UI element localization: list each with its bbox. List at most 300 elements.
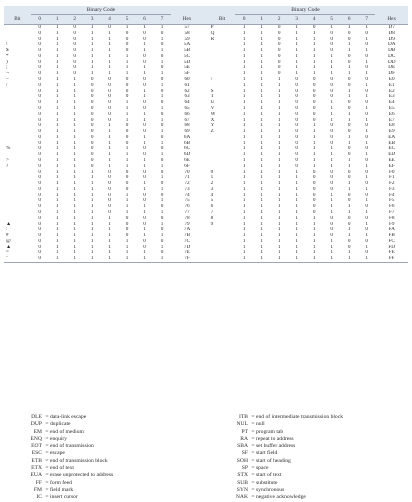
- bit-cell: 0: [277, 65, 281, 71]
- bit-cell: 1: [90, 204, 94, 210]
- legend-left-column: [10, 414, 220, 502]
- bit-cell: 0: [312, 181, 316, 187]
- char-cell: *: [6, 53, 9, 59]
- bit-cell: 0: [125, 129, 129, 135]
- hex-cell: 6E: [184, 157, 190, 163]
- bit-cell: 0: [125, 169, 129, 175]
- bit-cell: 0: [365, 215, 368, 221]
- bit-cell: 0: [108, 77, 111, 83]
- bit-cell: 0: [312, 186, 316, 192]
- bit-cell: 1: [55, 204, 59, 210]
- legend-item: [10, 465, 220, 472]
- bit-cell: 0: [73, 42, 76, 48]
- bit-cell: 1: [277, 169, 281, 175]
- bit-cell: 0: [330, 94, 333, 100]
- bit-cell: 1: [90, 24, 94, 30]
- bit-cell: 1: [90, 244, 94, 250]
- legend-abbreviation: ITB: [238, 414, 248, 420]
- hex-cell: 67: [184, 117, 190, 123]
- bit-cell: 1: [347, 71, 351, 77]
- bit-cell: 1: [143, 210, 146, 215]
- bit-cell: 1: [160, 140, 164, 146]
- bit-cell: 1: [242, 256, 246, 262]
- bit-cell: 0: [365, 134, 368, 140]
- bit-cell: 1: [73, 77, 76, 83]
- bit-cell: 0: [125, 36, 129, 42]
- bit-cell: 0: [365, 77, 368, 83]
- bit-cell: 0: [347, 82, 351, 88]
- bit-cell: 0: [365, 157, 368, 163]
- legend-description: field mark: [50, 486, 74, 493]
- hex-cell: FB: [388, 233, 395, 239]
- hex-cell: 58: [184, 30, 190, 36]
- bit-cell: 0: [365, 204, 368, 210]
- hex-cell: 60: [184, 77, 190, 83]
- bit-cell: 0: [347, 30, 351, 36]
- header-bits-row: [4, 15, 408, 25]
- bit-cell: 0: [90, 77, 94, 83]
- bit-cell: 1: [90, 192, 94, 198]
- bit-cell: 0: [125, 175, 129, 181]
- hex-cell: 66: [184, 111, 190, 117]
- bit-cell: 1: [90, 221, 94, 227]
- bit-cell: 0: [277, 36, 281, 42]
- bit-cell: 0: [347, 221, 351, 227]
- bit-cell: 1: [312, 256, 316, 262]
- bit-cell: 1: [108, 42, 111, 48]
- bit-cell: 1: [125, 244, 129, 250]
- bit-cell: 1: [143, 181, 146, 187]
- bit-cell: 1: [108, 238, 111, 244]
- hex-cell: 63: [184, 94, 190, 100]
- bit-cell: 1: [295, 204, 298, 210]
- bit-cell: 0: [143, 53, 146, 59]
- bit-cell: 1: [260, 256, 263, 262]
- hex-cell: E1: [388, 82, 395, 88]
- bit-cell: 0: [312, 111, 316, 117]
- legend-equals: =: [45, 414, 49, 420]
- bit-cell: 0: [38, 88, 41, 94]
- bit-cell: 1: [108, 65, 111, 71]
- bit-cell: 1: [260, 186, 263, 192]
- bit-cell: 1: [108, 221, 111, 227]
- bit-cell: 1: [347, 88, 351, 94]
- hex-cell: E7: [388, 117, 395, 123]
- bit-cell: 1: [143, 111, 146, 117]
- bit-cell: 1: [160, 48, 164, 54]
- bit-cell: 1: [330, 238, 333, 244]
- bit-cell: 0: [365, 238, 368, 244]
- bit-cell: 1: [330, 192, 333, 198]
- bit-cell: 0: [38, 77, 41, 83]
- header-blank: [4, 6, 31, 15]
- bit-cell: 0: [330, 48, 333, 54]
- bit-cell: 0: [38, 123, 41, 129]
- bit-cell: 0: [108, 111, 111, 117]
- bit-cell: 1: [242, 152, 246, 158]
- bit-cell: 1: [312, 221, 316, 227]
- bit-cell: 1: [125, 117, 129, 123]
- bit-cell: 1: [90, 36, 94, 42]
- bit-cell: 1: [277, 210, 281, 215]
- bit-cell: 1: [55, 140, 59, 146]
- bit-cell: 0: [295, 88, 298, 94]
- bit-cell: 0: [38, 221, 41, 227]
- bit-cell: 0: [38, 82, 41, 88]
- hex-cell: EA: [388, 134, 396, 140]
- header-bit-number-left: 0: [31, 15, 48, 25]
- bit-cell: 0: [143, 198, 146, 204]
- bit-cell: 1: [295, 59, 298, 65]
- bit-cell: 1: [260, 181, 263, 187]
- bit-cell: 1: [90, 198, 94, 204]
- legend-item: [216, 494, 406, 501]
- bit-cell: 1: [312, 123, 316, 129]
- bit-cell: 0: [38, 169, 41, 175]
- bit-cell: 1: [73, 157, 76, 163]
- bit-cell: 1: [277, 233, 281, 239]
- bit-cell: 0: [38, 59, 41, 65]
- bit-cell: 1: [55, 59, 59, 65]
- bit-cell: 1: [55, 175, 59, 181]
- bit-cell: 1: [277, 221, 281, 227]
- bit-cell: 1: [277, 94, 281, 100]
- bit-cell: 1: [330, 24, 333, 30]
- legend-right-column: [216, 414, 406, 502]
- bit-cell: 1: [242, 244, 246, 250]
- hex-cell: FF: [388, 256, 395, 262]
- bit-cell: 0: [277, 30, 281, 36]
- bit-cell: 0: [38, 192, 41, 198]
- bit-cell: 1: [108, 48, 111, 54]
- bit-cell: 1: [55, 94, 59, 100]
- bit-cell: 1: [90, 59, 94, 65]
- bit-cell: 0: [90, 111, 94, 117]
- hex-cell: 7A: [183, 227, 191, 233]
- legend-item: [10, 414, 220, 421]
- char-cell: Q: [210, 30, 215, 36]
- bit-cell: 1: [330, 71, 333, 77]
- bit-cell: 0: [90, 152, 94, 158]
- legend-item: [216, 450, 406, 457]
- bit-cell: 1: [277, 198, 281, 204]
- bit-cell: 1: [73, 94, 76, 100]
- bit-cell: 1: [365, 94, 368, 100]
- hex-cell: 61: [184, 82, 190, 88]
- bit-cell: 1: [347, 48, 351, 54]
- header-blank: [171, 6, 203, 15]
- legend-equals: =: [251, 465, 255, 472]
- bit-cell: 0: [295, 82, 298, 88]
- char-cell: #: [6, 233, 9, 239]
- legend-description: end of text: [50, 465, 74, 472]
- bit-cell: 1: [55, 186, 59, 192]
- bit-cell: 0: [108, 181, 111, 187]
- legend-abbreviation: STX: [237, 472, 248, 479]
- bit-cell: 0: [160, 250, 164, 256]
- bit-cell: 1: [90, 53, 94, 59]
- bit-cell: 0: [330, 36, 333, 42]
- bit-cell: 0: [312, 204, 316, 210]
- legend-abbreviation: FM: [33, 486, 42, 493]
- bit-cell: 1: [365, 163, 368, 169]
- legend-abbreviation: EUA: [30, 472, 42, 479]
- char-cell: Z: [210, 129, 214, 135]
- header-bit-number-right: 7: [358, 15, 376, 25]
- bit-cell: 0: [125, 30, 129, 36]
- bit-cell: 1: [90, 186, 94, 192]
- bit-cell: 1: [277, 129, 281, 135]
- bit-cell: 0: [38, 94, 41, 100]
- bit-cell: 1: [277, 256, 281, 262]
- bit-cell: 1: [108, 215, 111, 221]
- bit-cell: 1: [242, 123, 246, 129]
- header-blank: [375, 6, 408, 15]
- bit-cell: 0: [108, 94, 111, 100]
- bit-cell: 0: [38, 215, 41, 221]
- bit-cell: 0: [125, 94, 129, 100]
- bit-cell: 1: [312, 140, 316, 146]
- legend-abbreviation: RA: [240, 435, 248, 442]
- hex-cell: 64: [184, 100, 190, 106]
- bit-cell: 1: [160, 175, 164, 181]
- bit-cell: 1: [160, 244, 164, 250]
- bit-cell: 0: [38, 227, 41, 233]
- bit-cell: 0: [160, 227, 164, 233]
- bit-cell: 1: [330, 152, 333, 158]
- hex-cell: 59: [184, 36, 190, 42]
- hex-cell: 57: [184, 24, 190, 30]
- bit-cell: 1: [55, 105, 59, 111]
- bit-cell: 1: [143, 24, 146, 30]
- bit-cell: 0: [347, 105, 351, 111]
- bit-cell: 1: [330, 111, 333, 117]
- char-cell: 7: [210, 210, 214, 215]
- bit-cell: 0: [365, 169, 368, 175]
- hex-cell: F1: [388, 175, 395, 181]
- bit-cell: 0: [160, 169, 164, 175]
- hex-cell: F5: [388, 198, 395, 204]
- bit-cell: 0: [295, 129, 298, 135]
- bit-cell: 0: [312, 82, 316, 88]
- bit-cell: 1: [260, 117, 263, 123]
- bit-cell: 0: [73, 71, 76, 77]
- bit-cell: 1: [330, 198, 333, 204]
- bit-cell: 1: [277, 117, 281, 123]
- bit-cell: 1: [73, 111, 76, 117]
- bit-cell: 1: [55, 233, 59, 239]
- bit-cell: 0: [330, 77, 333, 83]
- bit-cell: 1: [143, 94, 146, 100]
- bit-cell: 0: [312, 105, 316, 111]
- legend-equals: =: [251, 435, 255, 442]
- bit-cell: 1: [260, 65, 263, 71]
- header-bit-label-right: Bit: [209, 15, 236, 25]
- bit-cell: 1: [260, 134, 263, 140]
- bit-cell: 1: [90, 30, 94, 36]
- bit-cell: 0: [38, 100, 41, 106]
- hex-cell: DD: [387, 59, 396, 65]
- char-cell: ": [6, 256, 9, 262]
- hex-cell: 72: [184, 181, 190, 187]
- bit-cell: 1: [108, 244, 111, 250]
- bit-cell: 1: [365, 129, 368, 135]
- bit-cell: 1: [242, 210, 246, 215]
- bit-cell: 1: [347, 186, 351, 192]
- bit-cell: 1: [242, 181, 246, 187]
- bit-cell: 1: [365, 221, 368, 227]
- bit-cell: 0: [125, 227, 129, 233]
- bit-cell: 1: [260, 105, 263, 111]
- header-bit-number-right: 0: [235, 15, 252, 25]
- bit-cell: 1: [242, 53, 246, 59]
- legend-abbreviation: SOH: [236, 457, 248, 464]
- char-cell: =: [6, 250, 9, 256]
- bit-cell: 0: [330, 233, 333, 239]
- bit-cell: 0: [38, 204, 41, 210]
- bit-cell: 0: [143, 152, 146, 158]
- bit-cell: 1: [242, 129, 246, 135]
- hex-cell: E3: [388, 94, 395, 100]
- bit-cell: 1: [73, 140, 76, 146]
- hex-cell: 7C: [184, 238, 191, 244]
- bit-cell: 1: [73, 227, 76, 233]
- bit-cell: 1: [260, 30, 263, 36]
- bit-cell: 1: [143, 140, 146, 146]
- bit-cell: 0: [330, 30, 333, 36]
- bit-cell: 1: [365, 24, 368, 30]
- bit-cell: 1: [330, 65, 333, 71]
- hex-cell: F4: [388, 192, 395, 198]
- bit-cell: 1: [55, 30, 59, 36]
- bit-cell: 1: [55, 100, 59, 106]
- bit-cell: 1: [90, 181, 94, 187]
- char-cell: 9: [210, 221, 214, 227]
- char-cell: $: [6, 48, 9, 54]
- bit-cell: 0: [330, 215, 333, 221]
- legend-item: [10, 480, 220, 487]
- bit-cell: 1: [330, 163, 333, 169]
- bit-cell: 1: [125, 100, 129, 106]
- bit-cell: 1: [90, 215, 94, 221]
- bit-cell: 0: [125, 233, 129, 239]
- bit-cell: 1: [347, 157, 351, 163]
- bit-cell: 0: [38, 198, 41, 204]
- legend-item: [10, 458, 220, 465]
- char-cell: 3: [210, 186, 214, 192]
- bit-cell: 0: [365, 227, 368, 233]
- bit-cell: 0: [160, 204, 164, 210]
- bit-cell: 1: [330, 204, 333, 210]
- legend-item: [10, 494, 220, 501]
- header-bit-number-right: 3: [288, 15, 305, 25]
- legend-equals: =: [251, 443, 255, 450]
- bit-cell: 0: [365, 192, 368, 198]
- bit-cell: 0: [160, 192, 164, 198]
- hex-cell: 6F: [184, 163, 190, 169]
- hex-cell: 75: [184, 198, 190, 204]
- bit-cell: 1: [160, 24, 164, 30]
- bit-cell: 1: [347, 163, 351, 169]
- bit-cell: 1: [295, 36, 298, 42]
- bit-cell: 1: [143, 42, 146, 48]
- bit-cell: 1: [73, 210, 76, 215]
- bit-cell: 0: [143, 129, 146, 135]
- legend-description: end of transmission block: [50, 457, 108, 464]
- bit-cell: 0: [90, 117, 94, 123]
- hex-cell: 62: [184, 88, 190, 94]
- bit-cell: 1: [330, 53, 333, 59]
- bit-cell: 1: [73, 100, 76, 106]
- bit-cell: 1: [73, 250, 76, 256]
- bit-cell: 1: [55, 146, 59, 152]
- bit-cell: 1: [143, 117, 146, 123]
- bit-cell: 1: [277, 105, 281, 111]
- bit-cell: 1: [312, 129, 316, 135]
- bit-cell: 0: [312, 175, 316, 181]
- char-cell: V: [210, 105, 215, 111]
- bit-cell: 1: [295, 53, 298, 59]
- bit-cell: 1: [90, 169, 94, 175]
- bit-cell: 0: [277, 48, 281, 54]
- bit-cell: 0: [108, 192, 111, 198]
- bit-cell: 0: [108, 100, 111, 106]
- bit-cell: 1: [312, 227, 316, 233]
- bit-cell: 0: [347, 169, 351, 175]
- header-bit-number-right: 6: [340, 15, 357, 25]
- bit-cell: 0: [160, 157, 164, 163]
- legend-equals: =: [251, 450, 255, 457]
- bit-cell: 0: [73, 48, 76, 54]
- bit-cell: 1: [347, 94, 351, 100]
- char-cell: [209, 256, 236, 262]
- bit-cell: 0: [347, 244, 351, 250]
- bit-cell: 0: [38, 186, 41, 192]
- legend-description: program tab: [256, 428, 284, 435]
- bit-cell: 1: [295, 169, 298, 175]
- bit-cell: 0: [143, 175, 146, 181]
- bit-cell: 1: [295, 48, 298, 54]
- bit-cell: 1: [295, 186, 298, 192]
- bit-cell: 0: [38, 42, 41, 48]
- bit-cell: 0: [125, 82, 129, 88]
- bit-cell: 0: [108, 88, 111, 94]
- bit-cell: 1: [260, 82, 263, 88]
- legend-abbreviation: SYN: [236, 486, 248, 493]
- bit-cell: 1: [365, 186, 368, 192]
- bit-cell: 0: [90, 140, 94, 146]
- bit-cell: 0: [277, 24, 281, 30]
- legend-description: null: [256, 421, 265, 428]
- char-cell: ¬: [6, 71, 9, 77]
- bit-cell: 1: [242, 233, 246, 239]
- bit-cell: 1: [143, 163, 146, 169]
- bit-cell: 0: [330, 134, 333, 140]
- bit-cell: 1: [295, 238, 298, 244]
- legend-item: [10, 421, 220, 428]
- header-hex-label-right: Hex: [375, 15, 408, 25]
- hex-cell: FC: [388, 238, 395, 244]
- bit-cell: 1: [160, 163, 164, 169]
- bit-cell: 1: [365, 105, 368, 111]
- bit-cell: 0: [365, 250, 368, 256]
- bit-cell: 1: [73, 169, 76, 175]
- header-bit-number-right: 1: [253, 15, 270, 25]
- bit-cell: 1: [73, 152, 76, 158]
- bit-cell: 0: [38, 117, 41, 123]
- hex-cell: 78: [184, 215, 190, 221]
- bit-cell: 0: [73, 30, 76, 36]
